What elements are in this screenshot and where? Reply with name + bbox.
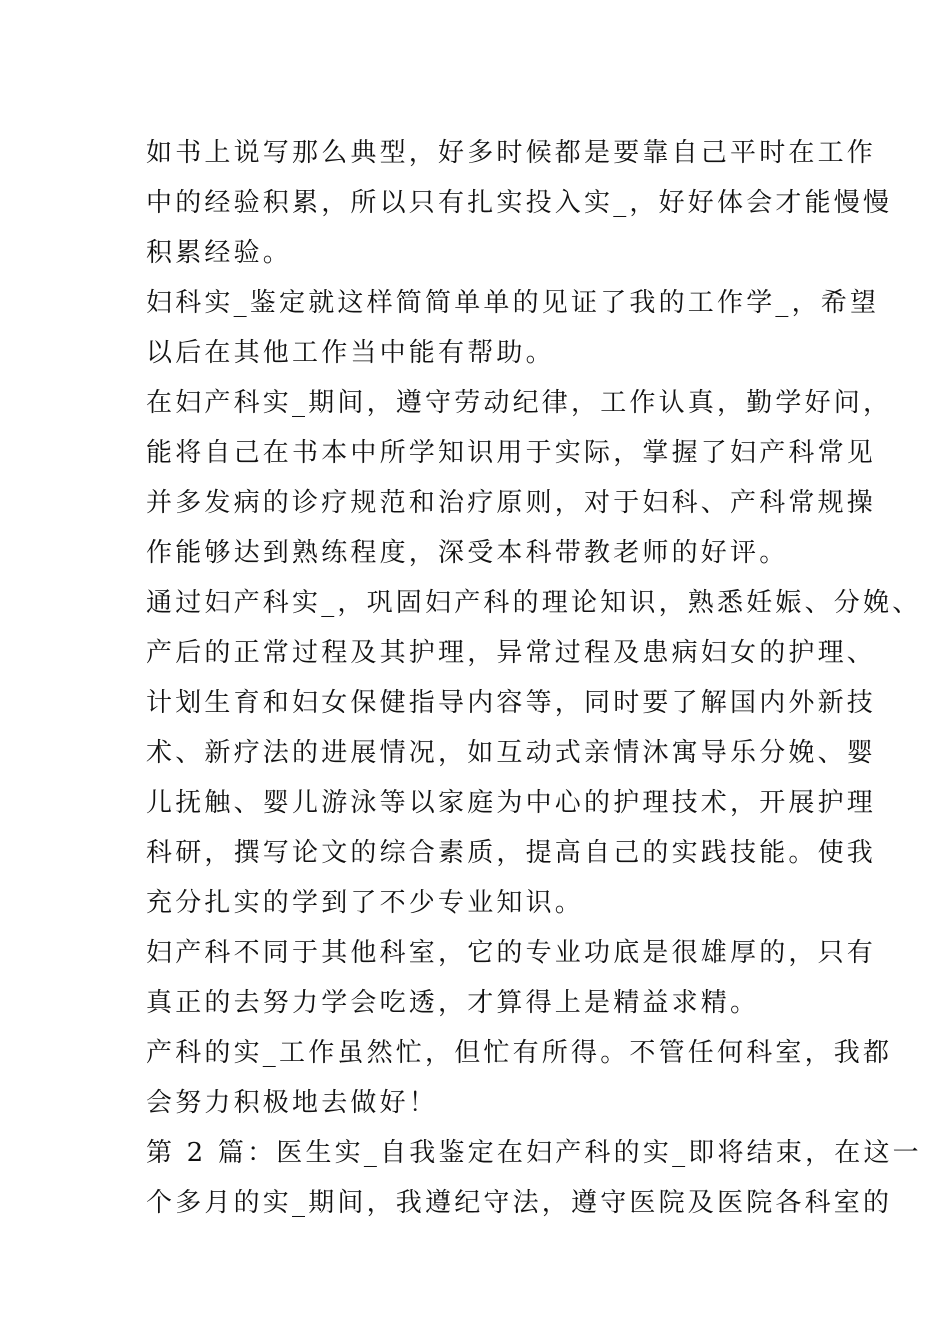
text-line: 产后的正常过程及其护理，异常过程及患病妇女的护理、 [146,638,877,668]
text-line: 以后在其他工作当中能有帮助。 [146,338,555,368]
text-line: 妇科实_鉴定就这样简简单单的见证了我的工作学_，希望 [146,288,880,318]
text-line: 积累经验。 [146,238,293,268]
text-line: 作能够达到熟练程度，深受本科带教老师的好评。 [146,538,789,568]
text-line: 儿抚触、婴儿游泳等以家庭为中心的护理技术，开展护理 [146,788,877,818]
text-line: 第 2 篇：医生实_自我鉴定在妇产科的实_即将结束，在这一 [146,1138,922,1168]
text-line: 妇产科不同于其他科室，它的专业功底是很雄厚的，只有 [146,938,877,968]
document-body [146,128,922,1228]
text-line: 在妇产科实_期间，遵守劳动纪律，工作认真，勤学好问， [146,388,893,418]
text-line: 术、新疗法的进展情况，如互动式亲情沐寓导乐分娩、婴 [146,738,877,768]
text-line: 如书上说写那么典型，好多时候都是要靠自己平时在工作 [146,138,877,168]
text-line: 并多发病的诊疗规范和治疗原则，对于妇科、产科常规操 [146,488,877,518]
text-line: 产科的实_工作虽然忙，但忙有所得。不管任何科室，我都 [146,1038,893,1068]
text-line: 通过妇产科实_，巩固妇产科的理论知识，熟悉妊娠、分娩、 [146,588,922,618]
text-line: 能将自己在书本中所学知识用于实际，掌握了妇产科常见 [146,438,877,468]
text-line: 科研，撰写论文的综合素质，提高自己的实践技能。使我 [146,838,877,868]
text-line: 会努力积极地去做好！ [146,1088,439,1118]
text-line: 计划生育和妇女保健指导内容等，同时要了解国内外新技 [146,688,877,718]
text-line: 个多月的实_期间，我遵纪守法，遵守医院及医院各科室的 [146,1188,893,1218]
text-line: 真正的去努力学会吃透，才算得上是精益求精。 [146,988,760,1018]
text-line: 充分扎实的学到了不少专业知识。 [146,888,585,918]
text-line: 中的经验积累，所以只有扎实投入实_，好好体会才能慢慢 [146,188,893,218]
